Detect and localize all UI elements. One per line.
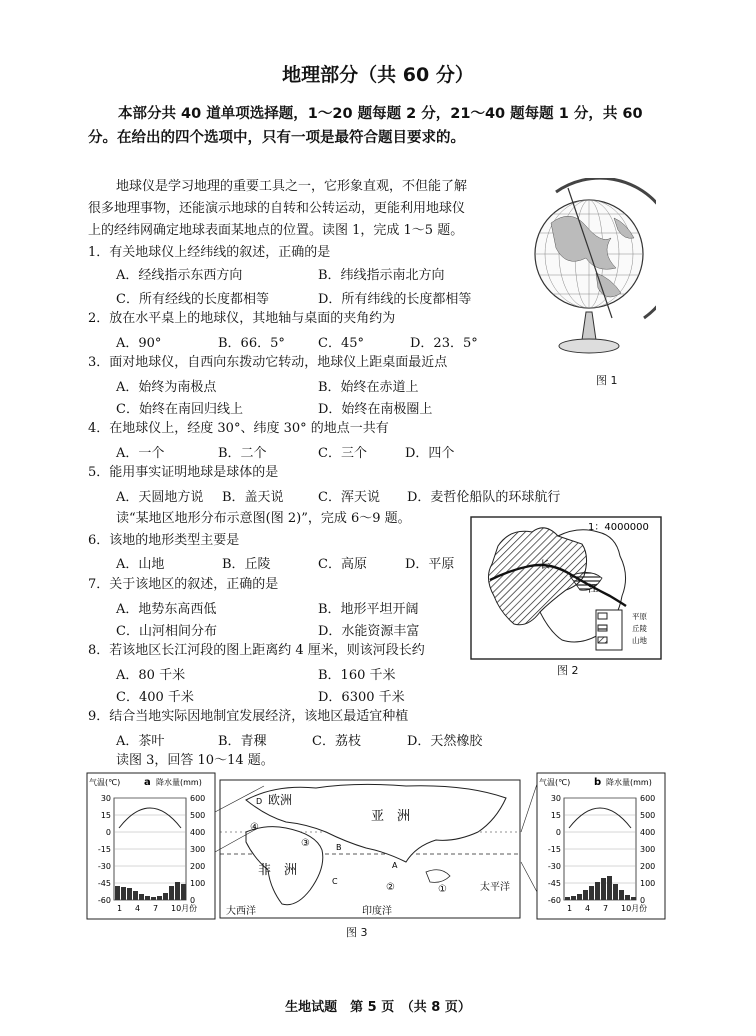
option: A．茶叶: [116, 734, 165, 749]
question-stem: 6．该地的地形类型主要是: [88, 533, 240, 548]
option: D．水能资源丰富: [318, 624, 420, 639]
option: D．天然橡胶: [407, 734, 483, 749]
question-stem: 9．结合当地实际因地制宜发展经济，该地区最适宜种植: [88, 709, 409, 724]
month-tick: 1: [117, 904, 123, 913]
precip-bar: [145, 896, 150, 900]
marker-label: ①: [438, 884, 447, 895]
precip-tick: 500: [190, 811, 206, 820]
option: D．所有纬线的长度都相等: [318, 292, 472, 307]
temp-tick: -60: [547, 896, 561, 905]
graticule: [534, 198, 644, 310]
ocean-label-indian: 印度洋: [362, 906, 392, 917]
precip-bar: [151, 897, 156, 900]
option: B．66．5°: [218, 336, 285, 351]
precip-bar: [571, 896, 576, 900]
page-title: 地理部分（共 60 分）: [282, 64, 474, 86]
marker-label: ④: [250, 822, 259, 833]
precip-bar: [139, 894, 144, 900]
page-footer: 生地试题 第 5 页 （共 8 页）: [285, 1000, 471, 1015]
lead-fig2: 读“某地区地形分布示意图(图 2)”，完成 6～9 题。: [116, 511, 411, 526]
option: A．天圆地方说: [116, 490, 204, 505]
option: B．青稞: [218, 734, 267, 749]
precip-tick: 400: [640, 828, 656, 837]
climate-chart-a: [87, 773, 215, 919]
option: C．所有经线的长度都相等: [116, 292, 269, 307]
temp-tick: -15: [547, 845, 561, 854]
figure-caption: 图 2: [557, 664, 579, 677]
precip-tick: 400: [190, 828, 206, 837]
map-scale: 1：4000000: [588, 522, 649, 533]
continent-label-europe: 欧洲: [268, 793, 293, 807]
temp-tick: 15: [550, 811, 561, 820]
globe-base: [559, 339, 619, 353]
legend-plain-swatch: [598, 613, 607, 619]
ocean-label-pacific: 太平洋: [480, 882, 510, 893]
precip-tick: 100: [640, 879, 656, 888]
precip-bar: [625, 895, 630, 900]
precip-bar: [121, 887, 126, 900]
legend-label: 丘陵: [632, 624, 647, 633]
option: B．160 千米: [318, 668, 396, 683]
option: A．经线指示东西方向: [116, 268, 243, 283]
precip-bar: [583, 890, 588, 900]
temp-tick: -60: [97, 896, 111, 905]
point-label: A: [392, 861, 398, 870]
precip-bar: [163, 893, 168, 900]
point-label: D: [256, 797, 263, 806]
temp-axis-label: 气温(℃): [89, 778, 121, 787]
precip-axis-label: 降水量(mm): [606, 778, 652, 787]
river-label: 江: [588, 584, 598, 595]
point-label: B: [336, 843, 342, 852]
climate-chart-b: [537, 773, 665, 919]
precip-bar: [133, 891, 138, 900]
temp-tick: -30: [97, 862, 111, 871]
option: A．地势东高西低: [116, 602, 217, 617]
marker-label: ③: [301, 838, 310, 849]
option: B．纬线指示南北方向: [318, 268, 445, 283]
legend-label: 山地: [632, 636, 647, 645]
option: D．麦哲伦船队的环球航行: [407, 490, 561, 505]
figure-caption: 图 1: [596, 374, 618, 387]
question-stem: 2．放在水平桌上的地球仪，其地轴与桌面的夹角约为: [88, 311, 396, 326]
month-tick: 7: [603, 904, 609, 913]
question-stem: 3．面对地球仪，自西向东拨动它转动，地球仪上距桌面最近点: [88, 355, 448, 370]
option: B．始终在赤道上: [318, 380, 419, 395]
section-instructions: [88, 102, 668, 150]
precip-tick: 200: [190, 862, 206, 871]
temp-tick: 30: [550, 794, 561, 803]
temp-tick: -15: [97, 845, 111, 854]
month-tick: 1: [567, 904, 573, 913]
option: B．丘陵: [222, 557, 271, 572]
continent-label-africa: 非 洲: [258, 863, 298, 878]
temp-tick: 15: [100, 811, 111, 820]
temp-axis-label: 气温(℃): [539, 778, 571, 787]
option: A．一个: [116, 446, 165, 461]
precip-bar: [181, 884, 186, 900]
marker-label: ②: [386, 882, 395, 893]
month-tick: 7: [153, 904, 159, 913]
precip-bar: [127, 888, 132, 900]
precip-axis-label: 降水量(mm): [156, 778, 202, 787]
question-stem: 1．有关地球仪上经纬线的叙述，正确的是: [88, 245, 331, 260]
instructions-text: 本部分共 40 道单项选择题，1～20 题每题 2 分，21～40 题每题 1 分，共 60 分。在给出的四个选项中，只有一项是最符合题目要求的。: [88, 106, 643, 146]
option: C．荔枝: [312, 734, 361, 749]
option: A．山地: [116, 557, 165, 572]
question-stem: 8．若该地区长江河段的图上距离约 4 厘米，则该河段长约: [88, 643, 425, 658]
option: B．二个: [218, 446, 267, 461]
month-tick: 10月份: [621, 904, 648, 913]
option: C．浑天说: [318, 490, 380, 505]
precip-tick: 200: [640, 862, 656, 871]
precip-bar: [601, 878, 606, 900]
option: B．盖天说: [222, 490, 284, 505]
climate-map-figure: [86, 772, 666, 922]
precip-bar: [607, 876, 612, 900]
option: A．80 千米: [116, 668, 186, 683]
option: D．平原: [405, 557, 455, 572]
ocean-label-atlantic: 大西洋: [226, 906, 256, 917]
precip-bar: [565, 897, 570, 900]
precip-bar: [619, 890, 624, 900]
point-label: C: [332, 877, 338, 886]
option: D．6300 千米: [318, 690, 405, 705]
precip-bar: [577, 894, 582, 900]
option: C．高原: [318, 557, 367, 572]
temp-tick: -30: [547, 862, 561, 871]
option: C．45°: [318, 336, 364, 351]
figure-caption: 图 3: [346, 926, 368, 939]
temp-tick: 0: [555, 828, 561, 837]
month-tick: 4: [585, 904, 591, 913]
river-label: 长: [540, 560, 550, 571]
precip-tick: 300: [640, 845, 656, 854]
precip-tick: 0: [640, 896, 646, 905]
globe-stand: [582, 312, 596, 340]
passage-line: 地球仪是学习地理的重要工具之一，它形象直观，不但能了解: [116, 179, 468, 194]
temp-tick: -45: [97, 879, 111, 888]
precip-tick: 100: [190, 879, 206, 888]
precip-bar: [613, 884, 618, 900]
option: D．23．5°: [410, 336, 478, 351]
legend-mountain-swatch: [598, 637, 607, 643]
option: A．90°: [116, 336, 162, 351]
option: B．地形平坦开阔: [318, 602, 419, 617]
legend-hill-swatch: [598, 625, 607, 631]
precip-tick: 300: [190, 845, 206, 854]
option: C．400 千米: [116, 690, 194, 705]
temp-tick: 0: [105, 828, 111, 837]
chart-label: a: [144, 777, 151, 788]
precip-bar: [175, 882, 180, 900]
option: D．四个: [405, 446, 455, 461]
question-stem: 7．关于该地区的叙述，正确的是: [88, 577, 279, 592]
precip-tick: 600: [640, 794, 656, 803]
option: D．始终在南极圈上: [318, 402, 433, 417]
temp-tick: -45: [547, 879, 561, 888]
terrain-map-figure: [470, 516, 662, 660]
precip-tick: 0: [190, 896, 196, 905]
precip-bar: [595, 882, 600, 900]
option: A．始终为南极点: [116, 380, 217, 395]
month-tick: 4: [135, 904, 141, 913]
continent-label-asia: 亚 洲: [371, 809, 411, 824]
chart-label: b: [594, 777, 602, 788]
lead-fig3: 读图 3，回答 10～14 题。: [116, 753, 274, 768]
legend-label: 平原: [632, 612, 647, 621]
globe-figure: [526, 178, 656, 374]
passage-line: 很多地理事物，还能演示地球的自转和公转运动，更能利用地球仪: [88, 201, 466, 216]
world-map: [215, 780, 537, 918]
option: C．山河相间分布: [116, 624, 217, 639]
precip-bar: [115, 886, 120, 900]
option: C．三个: [318, 446, 367, 461]
precip-tick: 600: [190, 794, 206, 803]
passage-line: 上的经纬网确定地球表面某地点的位置。读图 1，完成 1～5 题。: [88, 223, 464, 238]
question-stem: 4．在地球仪上，经度 30°、纬度 30° 的地点一共有: [88, 421, 389, 436]
precip-bar: [157, 896, 162, 900]
temp-tick: 30: [100, 794, 111, 803]
month-tick: 10月份: [171, 904, 198, 913]
precip-tick: 500: [640, 811, 656, 820]
precip-bar: [631, 897, 636, 900]
question-stem: 5．能用事实证明地球是球体的是: [88, 465, 279, 480]
option: C．始终在南回归线上: [116, 402, 243, 417]
precip-bar: [169, 886, 174, 900]
precip-bar: [589, 886, 594, 900]
